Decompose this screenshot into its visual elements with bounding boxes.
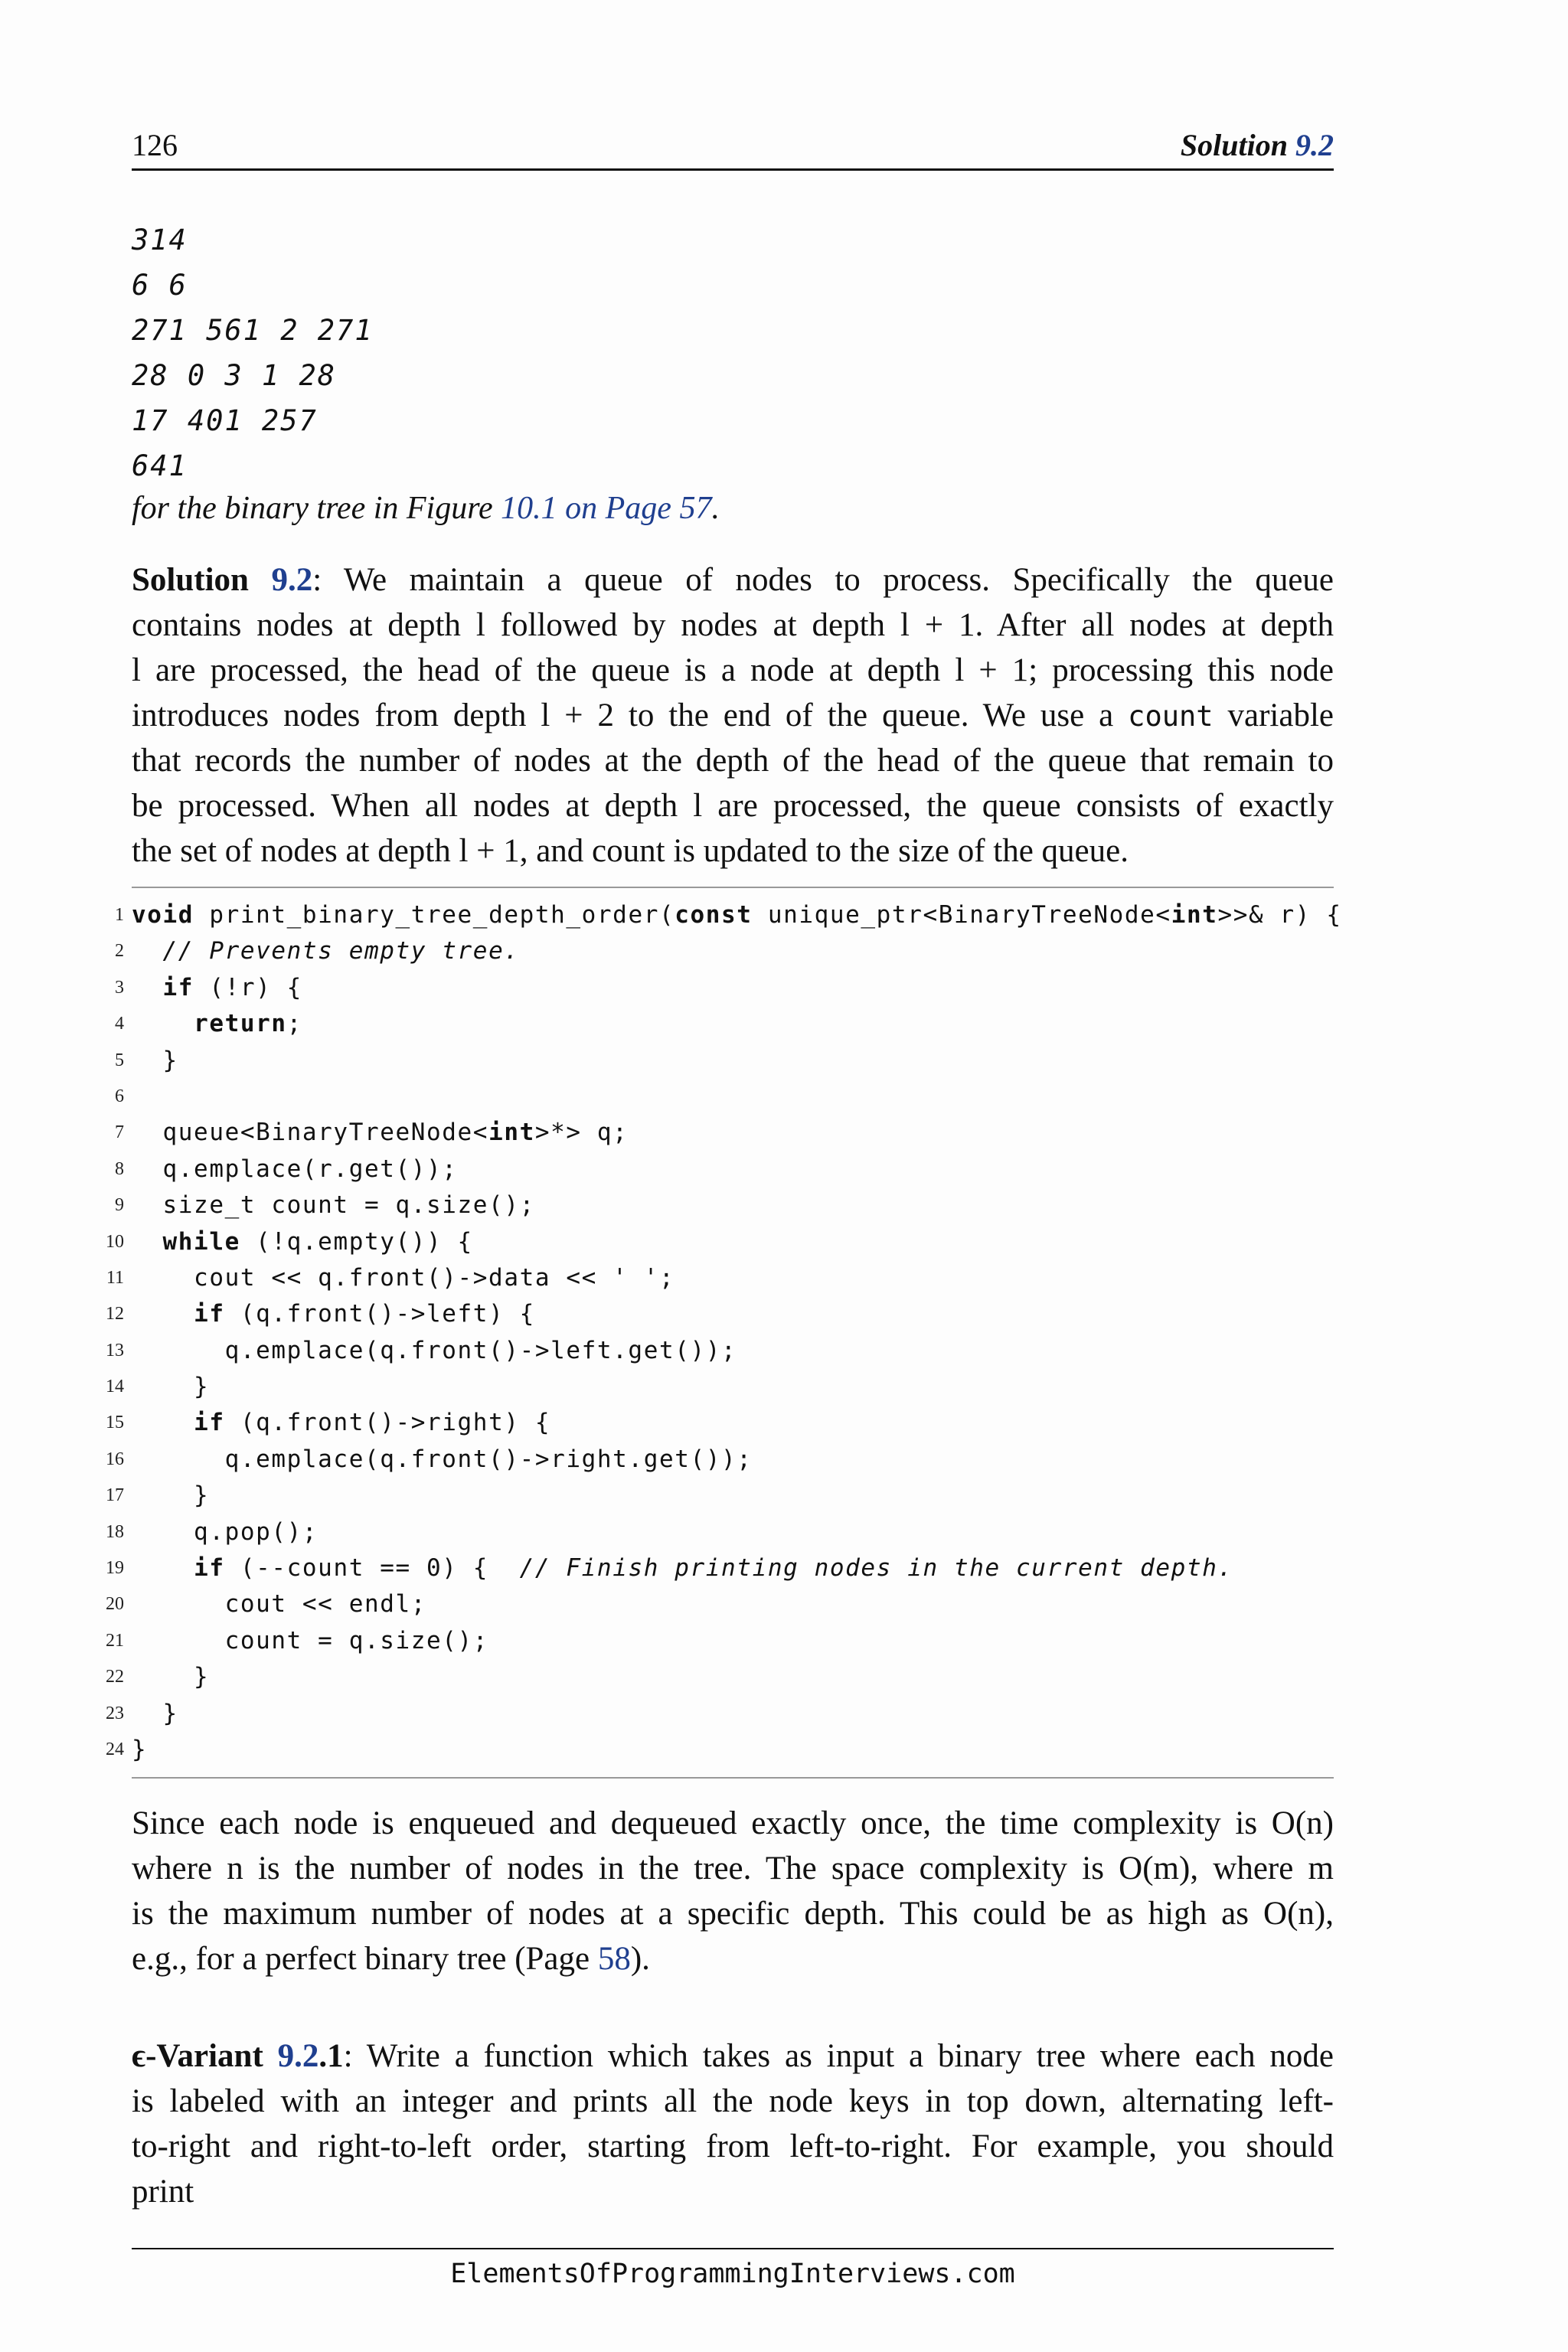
figure-reference-prefix: for the binary tree in Figure <box>132 491 501 526</box>
code-text: while (!q.empty()) { <box>162 1227 473 1256</box>
code-line <box>115 1043 1334 1079</box>
code-line-number: 16 <box>106 1449 124 1469</box>
output-line: 641 <box>132 449 188 482</box>
code-text: } <box>132 1735 148 1763</box>
code-text: if (q.front()->right) { <box>194 1409 551 1437</box>
solution-text: variable <box>1213 697 1334 733</box>
solution-text: : We maintain a queue of nodes to process. Specifically the queue <box>312 562 1334 598</box>
code-line <box>115 1006 1334 1042</box>
solution-line: l are processed, the head of the queue is a node at depth l + 1; processing this node <box>132 652 1334 688</box>
code-listing <box>106 887 1342 1779</box>
code-line <box>106 1623 1334 1659</box>
variant-ref-suffix: .1 <box>318 2038 344 2074</box>
code-line <box>106 1659 1334 1695</box>
code-text: } <box>132 1663 210 1691</box>
variant-ref-link[interactable]: 9.2 <box>277 2038 319 2074</box>
footer-url[interactable]: ElementsOfProgrammingInterviews.com <box>450 2259 1015 2289</box>
figure-reference-text <box>132 490 720 527</box>
solution-ref-link[interactable]: 9.2 <box>271 562 313 598</box>
figure-link[interactable]: 10.1 on Page 57 <box>501 491 712 526</box>
code-text: q.emplace(q.front()->left.get()); <box>132 1336 737 1364</box>
code-text: return; <box>194 1010 302 1038</box>
solution-line <box>132 693 1334 738</box>
running-head-ref-link[interactable]: 9.2 <box>1295 128 1334 162</box>
code-line-number: 12 <box>106 1304 124 1325</box>
code-text: cout << endl; <box>132 1590 427 1619</box>
variant-label: ϵ-Variant <box>132 2038 263 2074</box>
output-line: 314 <box>132 224 188 256</box>
code-line-number: 1 <box>115 905 124 925</box>
code-text: queue<BinaryTreeNode<int>*> q; <box>132 1119 629 1147</box>
code-line <box>115 1115 1334 1151</box>
code-line <box>106 1442 1334 1478</box>
code-line-number: 2 <box>115 941 124 962</box>
output-line: 271 561 2 271 <box>132 314 374 347</box>
code-line-number: 3 <box>115 977 124 998</box>
output-line: 17 401 257 <box>132 404 318 437</box>
code-line <box>115 1079 1334 1115</box>
code-line <box>106 1369 1334 1405</box>
variant-line: is labeled with an integer and prints all the node keys in top down, alternating left- <box>132 2083 1334 2119</box>
variant-line: print <box>132 2174 194 2210</box>
variant-line: to-right and right-to-left order, starting from left-to-right. For example, you should <box>132 2128 1334 2164</box>
code-line-number: 6 <box>115 1086 124 1106</box>
output-line: 28 0 3 1 28 <box>132 359 337 392</box>
code-line-number: 24 <box>106 1739 124 1759</box>
code-text: count = q.size(); <box>132 1626 489 1655</box>
code-line-number: 4 <box>115 1014 124 1034</box>
code-text: } <box>132 1373 210 1401</box>
solution-line: that records the number of nodes at the depth of the head of the queue that remain to <box>132 743 1334 779</box>
code-line <box>115 933 1334 969</box>
code-text: size_t count = q.size(); <box>132 1191 535 1220</box>
code-line <box>106 1732 1334 1768</box>
example-output <box>132 217 374 488</box>
code-line <box>115 970 1334 1006</box>
page-header <box>132 127 1334 171</box>
code-line-number: 20 <box>106 1594 124 1615</box>
code-line-number: 17 <box>106 1485 124 1506</box>
code-line-number: 10 <box>106 1231 124 1252</box>
code-line-number: 19 <box>106 1558 124 1579</box>
code-line <box>106 1586 1334 1622</box>
code-line <box>115 897 1342 933</box>
running-head-label: Solution <box>1180 128 1288 162</box>
complexity-paragraph <box>132 1801 1334 1981</box>
page-number: 126 <box>132 128 178 162</box>
page-link[interactable]: 58 <box>597 1941 631 1977</box>
solution-line: be processed. When all nodes at depth l are processed, the queue consists of exactly <box>132 788 1334 824</box>
figure-reference-suffix: . <box>711 491 720 526</box>
code-text: q.emplace(q.front()->right.get()); <box>132 1445 753 1473</box>
code-line <box>106 1296 1334 1332</box>
code-line <box>106 1478 1334 1514</box>
code-line-number: 21 <box>106 1630 124 1651</box>
code-line <box>106 1224 1334 1260</box>
complexity-line <box>132 1936 1334 1981</box>
complexity-text: e.g., for a perfect binary tree (Page <box>132 1941 598 1977</box>
code-line <box>106 1696 1334 1732</box>
output-line: 6 6 <box>132 269 188 302</box>
code-line <box>106 1405 1334 1441</box>
code-text: } <box>132 1699 178 1727</box>
code-text: // Prevents empty tree. <box>162 937 520 965</box>
code-text: if (--count == 0) { // Finish printing nodes in the current depth. <box>194 1554 1233 1583</box>
variant-paragraph <box>132 2034 1334 2214</box>
solution-line: contains nodes at depth l followed by nodes at depth l + 1. After all nodes at depth <box>132 607 1334 643</box>
code-text: } <box>132 1481 210 1510</box>
code-line <box>106 1550 1334 1586</box>
solution-line <box>132 557 1334 603</box>
code-line <box>106 1514 1334 1550</box>
code-text: if (!r) { <box>162 973 302 1001</box>
code-line-number: 23 <box>106 1703 124 1723</box>
code-line-number: 9 <box>115 1195 124 1216</box>
code-line-number: 14 <box>106 1377 124 1397</box>
code-line-number: 18 <box>106 1521 124 1542</box>
variant-line <box>132 2034 1334 2079</box>
complexity-line: where n is the number of nodes in the tree. The space complexity is O(m), where m <box>132 1851 1334 1886</box>
code-text: } <box>132 1046 178 1074</box>
code-line <box>106 1333 1334 1369</box>
code-line-number: 13 <box>106 1340 124 1361</box>
solution-label: Solution <box>132 562 249 598</box>
code-line <box>106 1260 1334 1296</box>
code-line <box>115 1152 1334 1187</box>
code-line-number: 11 <box>106 1267 124 1288</box>
solution-line: the set of nodes at depth l + 1, and count is updated to the size of the queue. <box>132 833 1129 869</box>
code-text: cout << q.front()->data << ' '; <box>132 1263 675 1292</box>
solution-paragraph <box>132 557 1334 874</box>
variant-text: : Write a function which takes as input a binary tree where each node <box>343 2038 1334 2074</box>
complexity-line: Since each node is enqueued and dequeued exactly once, the time complexity is O(n) <box>132 1805 1334 1841</box>
code-text: if (q.front()->left) { <box>194 1300 535 1328</box>
inline-code: count <box>1128 700 1214 733</box>
code-text: q.emplace(r.get()); <box>132 1155 458 1183</box>
code-line-number: 5 <box>115 1050 124 1070</box>
solution-text: introduces nodes from depth l + 2 to the end of the queue. We use a <box>132 697 1114 733</box>
code-line <box>115 1187 1334 1223</box>
code-text: void print_binary_tree_depth_order(const unique_ptr<BinaryTreeNode<int>>& r) { <box>132 901 1342 929</box>
complexity-line: is the maximum number of nodes at a specific depth. This could be as high as O(n), <box>132 1896 1334 1932</box>
code-line-number: 8 <box>115 1158 124 1179</box>
running-head <box>1181 127 1334 163</box>
code-line-number: 15 <box>106 1413 124 1433</box>
code-text: q.pop(); <box>132 1517 318 1546</box>
footer-rule <box>132 2248 1334 2249</box>
code-line-number: 7 <box>115 1122 124 1143</box>
code-line-number: 22 <box>106 1667 124 1687</box>
complexity-text: ). <box>630 1941 650 1977</box>
